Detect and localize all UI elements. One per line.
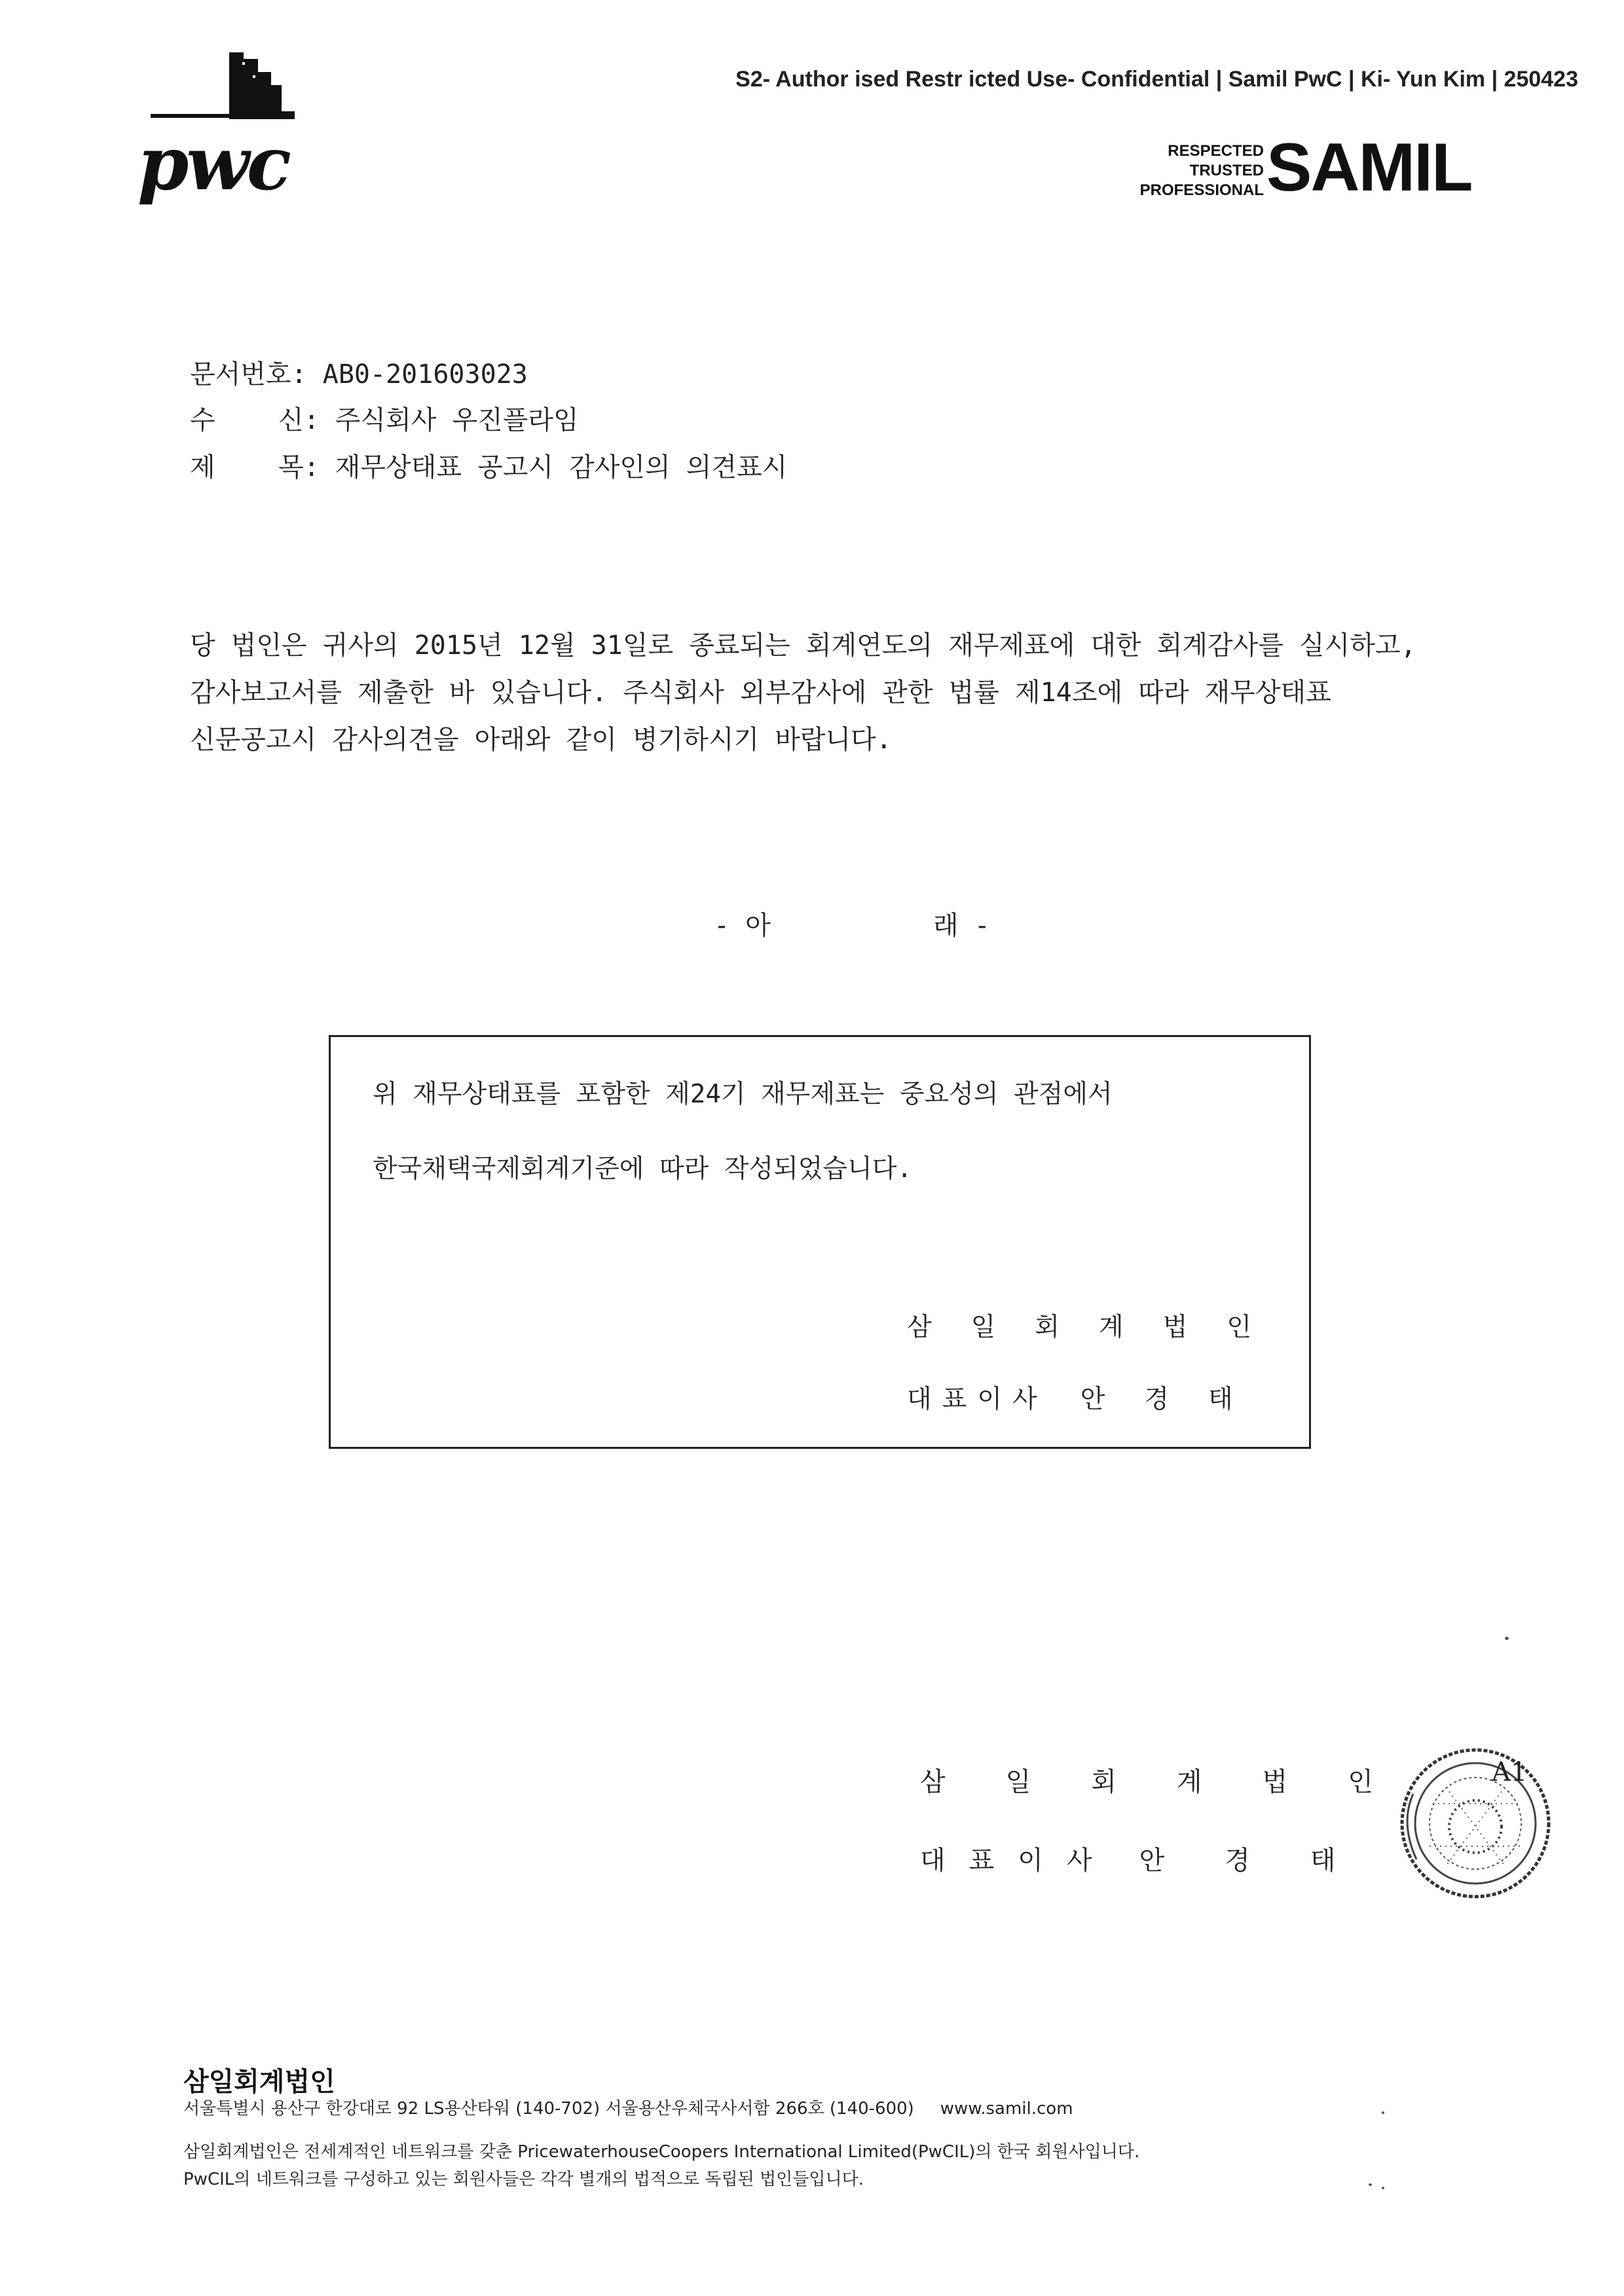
opinion-line-1: 위 재무상태표를 포함한 제24기 재무제표는 중요성의 관점에서 (373, 1080, 1113, 1109)
subject-value: 재무상태표 공고시 감사인의 의견표시 (335, 452, 788, 483)
tagline-trusted: TRUSTED (1189, 162, 1264, 179)
opinion-line-2: 한국채택국제회계기준에 따라 작성되었습니다. (373, 1154, 912, 1184)
notice-heading (714, 905, 990, 942)
recipient-line (190, 399, 579, 437)
corporate-seal-icon (1393, 1741, 1557, 1905)
seal-text: A1 (1492, 1757, 1528, 1787)
footer-note-1: 삼일회계법인은 전세계적인 네트워크를 갖춘 PricewaterhouseCoopers International Limited(PwCIL)의 한국 회원사입니다. (183, 2142, 1140, 2162)
signature-ceo-title: 대표이사 (920, 1846, 1116, 1876)
subject-line (190, 446, 787, 484)
doc-number-value: AB0-201603023 (322, 359, 528, 390)
samil-wordmark: SAMIL (1266, 130, 1472, 206)
scan-speck (1382, 2187, 1384, 2189)
footer-address: 서울특별시 용산구 한강대로 92 LS용산타워 (140-702) 서울용산우체국사서함 266호 (140-600) (183, 2099, 914, 2119)
signature-ceo-name: 안경태 (1139, 1846, 1396, 1876)
notice-heading-left: - 아 (714, 911, 771, 941)
subject-label: 제 목: (190, 452, 320, 483)
opinion-firm-name: 삼일회계법인 (907, 1313, 1291, 1342)
audit-opinion-box (329, 1035, 1311, 1449)
body-paragraph (190, 622, 1473, 763)
doc-number-line (190, 354, 528, 391)
classification-label: S2- Author ised Restr icted Use- Confidential | Samil PwC | Ki- Yun Kim | 250423 (735, 67, 1578, 92)
pwc-logo-mark (138, 49, 347, 128)
opinion-ceo-line (907, 1379, 1272, 1415)
opinion-ceo-name: 안경태 (1080, 1385, 1272, 1414)
body-line: 당 법인은 귀사의 2015년 12월 31일로 종료되는 회계연도의 재무제표에 대한 회계감사를 실시하고, (190, 630, 1416, 661)
opinion-ceo-title: 대표이사 (907, 1385, 1048, 1414)
body-line: 신문공고시 감사의견을 아래와 같이 병기하시기 바랍니다. (190, 725, 892, 755)
signature-firm-name: 삼일회계법인 (920, 1767, 1433, 1797)
body-line: 감사보고서를 제출한 바 있습니다. 주식회사 외부감사에 관한 법률 제14조에 따라 재무상태표 (190, 678, 1331, 708)
footer-note-2: PwCIL의 네트워크를 구성하고 있는 회원사들은 각각 별개의 법적으로 독립된 법인들입니다. (183, 2170, 864, 2189)
tagline-respected: RESPECTED (1168, 142, 1264, 160)
footer-website-link[interactable]: www.samil.com (940, 2099, 1073, 2119)
samil-tagline (1140, 141, 1264, 200)
recipient-value: 주식회사 우진플라임 (335, 405, 579, 435)
signature-ceo-line (920, 1840, 1395, 1877)
tagline-professional: PROFESSIONAL (1139, 181, 1264, 199)
pwc-logo (138, 49, 347, 206)
footer-firm-name: 삼일회계법인 (183, 2067, 335, 2097)
samil-logo (1121, 130, 1475, 206)
pwc-wordmark: pwc (138, 121, 289, 207)
scan-speck (1369, 2183, 1372, 2186)
doc-number-label: 문서번호: (190, 359, 307, 390)
recipient-label: 수 신: (190, 405, 320, 435)
scan-speck (1382, 2111, 1384, 2114)
notice-heading-right: 래 - (933, 911, 990, 941)
scan-speck (1505, 1637, 1509, 1640)
footer-address-line (183, 2095, 1073, 2119)
